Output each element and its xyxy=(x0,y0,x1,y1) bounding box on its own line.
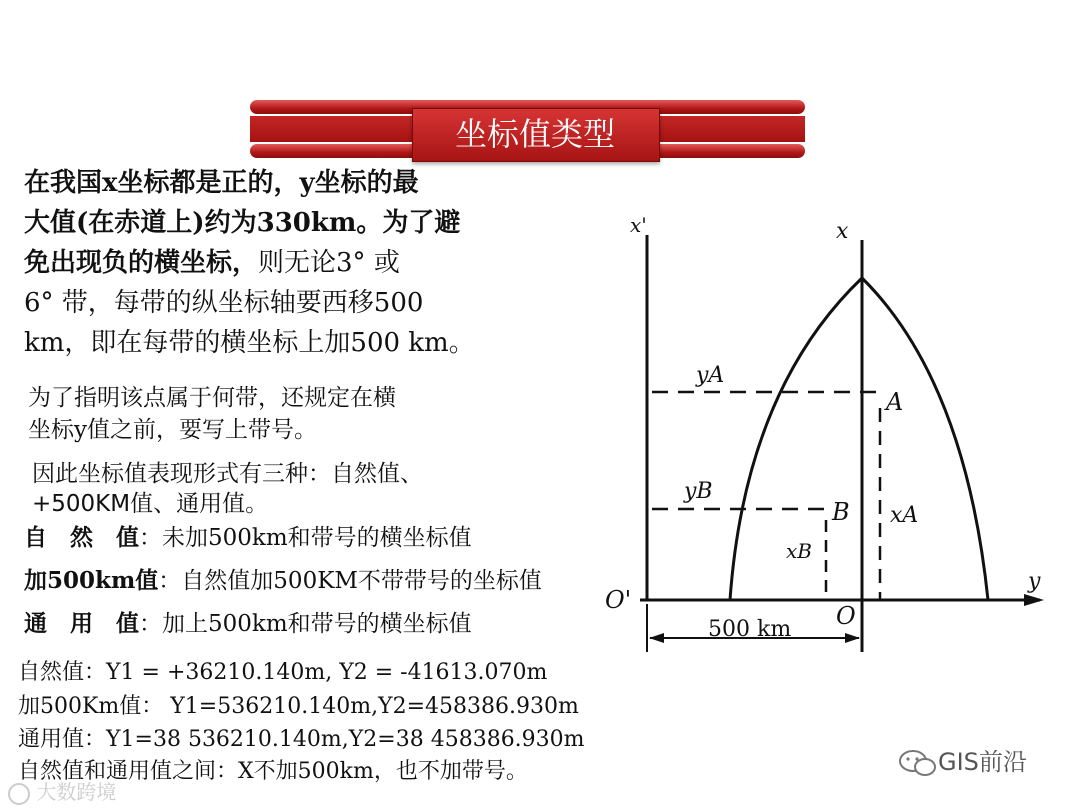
zone-boundary-curve xyxy=(730,278,988,600)
para1-line4: 6° 带，每带的纵坐标轴要西移500 xyxy=(24,288,424,318)
label-xA: xA xyxy=(890,503,919,528)
para1-line5: km，即在每带的横坐标上加500 km。 xyxy=(24,328,475,358)
example-500km: 加500Km值： Y1=536210.140m,Y2=458386.930m xyxy=(18,694,579,719)
dim-arrow-left xyxy=(649,633,664,643)
example-natural: 自然值：Y1 = +36210.140m, Y2 = -41613.070m xyxy=(18,660,548,685)
para2-line2: 坐标y值之前，要写上带号。 xyxy=(28,417,317,443)
page-title: 坐标值类型 xyxy=(454,115,615,153)
label-A: A xyxy=(886,388,904,416)
example-general: 通用值：Y1=38 536210.140m,Y2=38 458386.930m xyxy=(18,727,585,752)
label-yA: yA xyxy=(696,363,725,388)
y-axis-arrow xyxy=(1024,594,1044,606)
watermark-right-text: GIS前沿 xyxy=(938,748,1027,776)
def-natural xyxy=(24,521,472,555)
para1-line2: 大值(在赤道上)约为330km。为了避 xyxy=(24,208,461,238)
label-500km: 500 km xyxy=(708,617,792,642)
def-general-term: 通 用 值 xyxy=(24,610,139,637)
para1-line3-normal: 则无论3° 或 xyxy=(258,248,400,278)
label-x-prime: x' xyxy=(630,213,647,237)
label-yB: yB xyxy=(684,479,713,504)
def-natural-term: 自 然 值 xyxy=(24,524,139,551)
para3-line2: +500KM值、通用值。 xyxy=(32,491,269,517)
label-x: x xyxy=(836,219,849,244)
para1-line1: 在我国x坐标都是正的，y坐标的最 xyxy=(24,168,419,198)
def-500km-term: 加500km值 xyxy=(24,567,159,594)
def-general-desc: ：加上500km和带号的横坐标值 xyxy=(139,611,472,637)
para1-line3-bold: 免出现负的横坐标， xyxy=(24,248,259,278)
watermark-left-icon xyxy=(8,783,30,805)
label-B: B xyxy=(832,498,850,526)
label-xB: xB xyxy=(786,539,812,563)
label-y: y xyxy=(1028,569,1041,594)
watermark-left xyxy=(8,778,116,806)
label-O: O xyxy=(836,602,856,630)
wechat-icon xyxy=(898,748,938,778)
example-note: 自然值和通用值之间：X不加500km，也不加带号。 xyxy=(18,759,528,784)
label-O-prime: O' xyxy=(605,586,632,614)
para3-line1: 因此坐标值表现形式有三种：自然值、 xyxy=(32,461,423,487)
def-500km xyxy=(24,564,542,598)
watermark-left-text: 大数跨境 xyxy=(36,780,117,804)
watermark-right xyxy=(898,746,1027,778)
para2-line1: 为了指明该点属于何带，还规定在横 xyxy=(28,385,396,411)
para1-line3 xyxy=(24,243,400,283)
dim-arrow-right xyxy=(845,633,860,643)
def-natural-desc: ：未加500km和带号的横坐标值 xyxy=(139,525,472,551)
projection-diagram xyxy=(598,205,1058,660)
def-500km-desc: ：自然值加500KM不带带号的坐标值 xyxy=(158,568,542,594)
def-general xyxy=(24,607,472,641)
